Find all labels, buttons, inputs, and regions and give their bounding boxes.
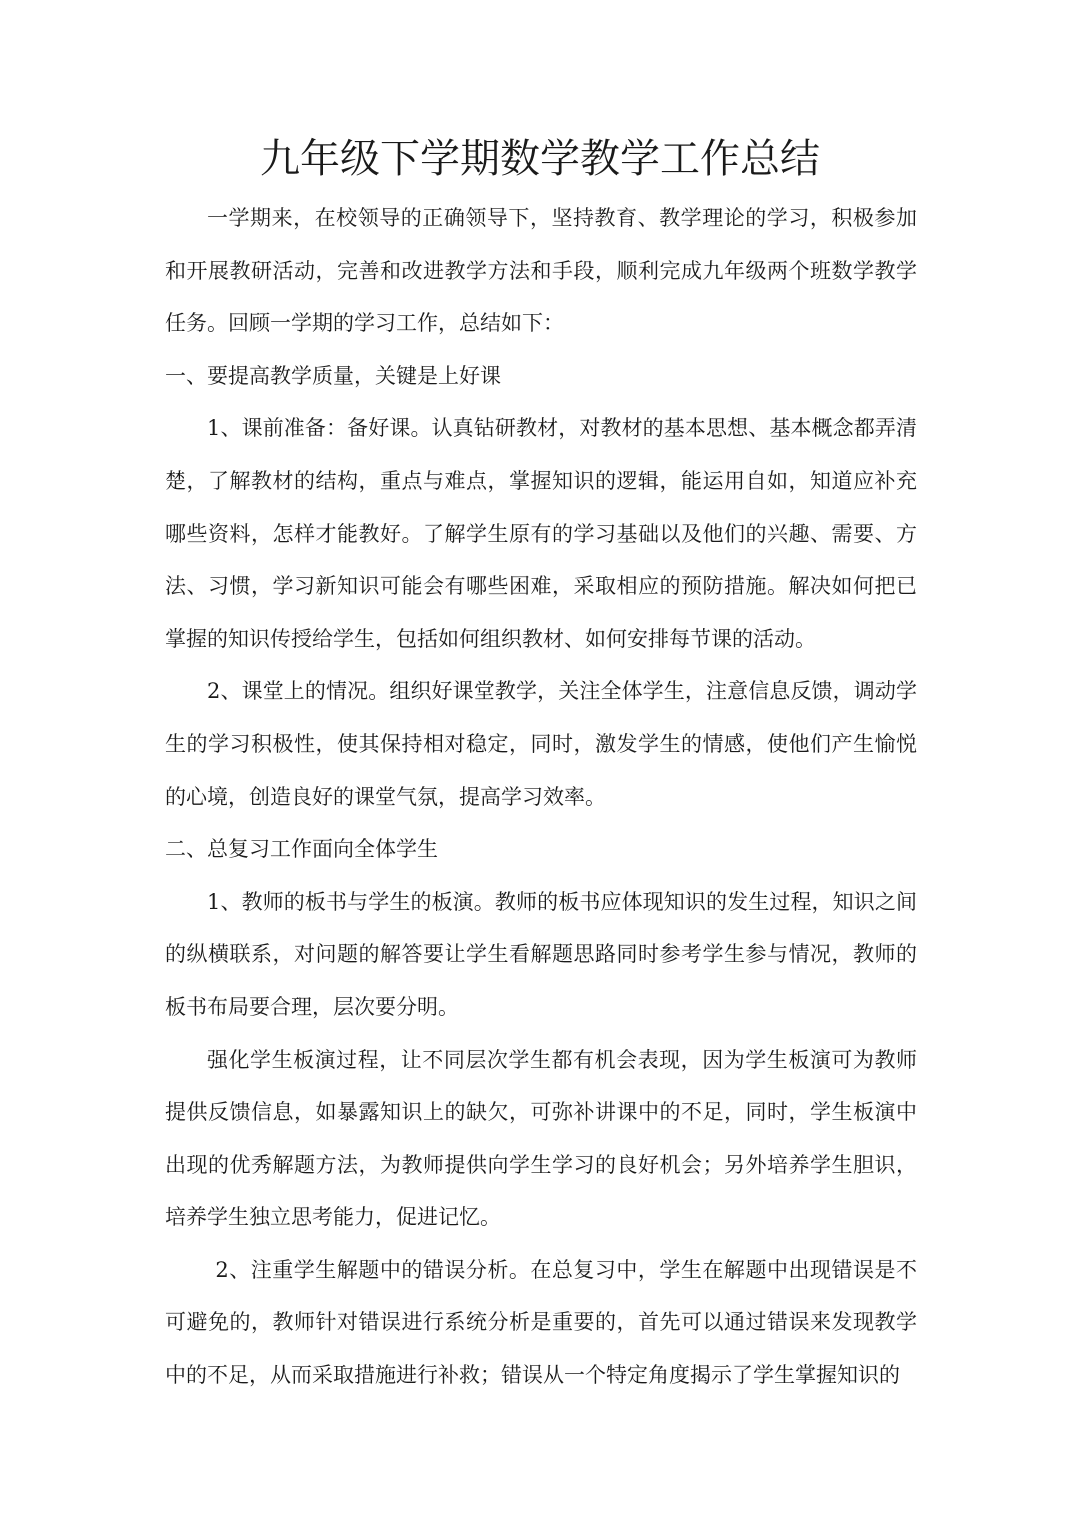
section-1-item-1: 1、课前准备：备好课。认真钻研教材，对教材的基本思想、基本概念都弄清楚，了解教材的结构，重点与难点，掌握知识的逻辑，能运用自如，知道应补充哪些资料，怎样才能教好。了解学生原有的学习基础以及他们的兴趣、需要、方法、习惯，学习新知识可能会有哪些困难，采取相应的预防措施。解决如何把已掌握的知识传授给学生，包括如何组织教材、如何安排每节课的活动。 — [165, 416, 917, 651]
section-1-item-2: 2、课堂上的情况。组织好课堂教学，关注全体学生，注意信息反馈，调动学生的学习积极性，使其保持相对稳定，同时，激发学生的情感，使他们产生愉悦的心境，创造良好的课堂气氛，提高学习效率。 — [165, 679, 917, 809]
document-body — [165, 192, 917, 1402]
section-1-heading: 一、要提高教学质量，关键是上好课 — [165, 363, 501, 388]
section-2-item-2: 2、注重学生解题中的错误分析。在总复习中，学生在解题中出现错误是不可避免的，教师针对错误进行系统分析是重要的，首先可以通过错误来发现教学中的不足，从而采取措施进行补救；错误从一个特定角度揭示了学生掌握知识的 — [165, 1257, 917, 1388]
document-title: 九年级下学期数学教学工作总结 — [260, 136, 820, 182]
intro-paragraph: 一学期来，在校领导的正确领导下，坚持教育、教学理论的学习，积极参加和开展教研活动，完善和改进教学方法和手段，顺利完成九年级两个班数学教学任务。回顾一学期的学习工作，总结如下： — [165, 206, 917, 336]
section-2-item-1: 1、教师的板书与学生的板演。教师的板书应体现知识的发生过程，知识之间的纵横联系，对问题的解答要让学生看解题思路同时参考学生参与情况，教师的板书布局要合理，层次要分明。 — [165, 889, 917, 1019]
section-2-item-1-continued: 强化学生板演过程，让不同层次学生都有机会表现，因为学生板演可为教师提供反馈信息，如暴露知识上的缺欠，可弥补讲课中的不足，同时，学生板演中出现的优秀解题方法，为教师提供向学生学习的良好机会；另外培养学生胆识，培养学生独立思考能力，促进记忆。 — [165, 1047, 917, 1230]
section-2-heading: 二、总复习工作面向全体学生 — [165, 837, 438, 862]
